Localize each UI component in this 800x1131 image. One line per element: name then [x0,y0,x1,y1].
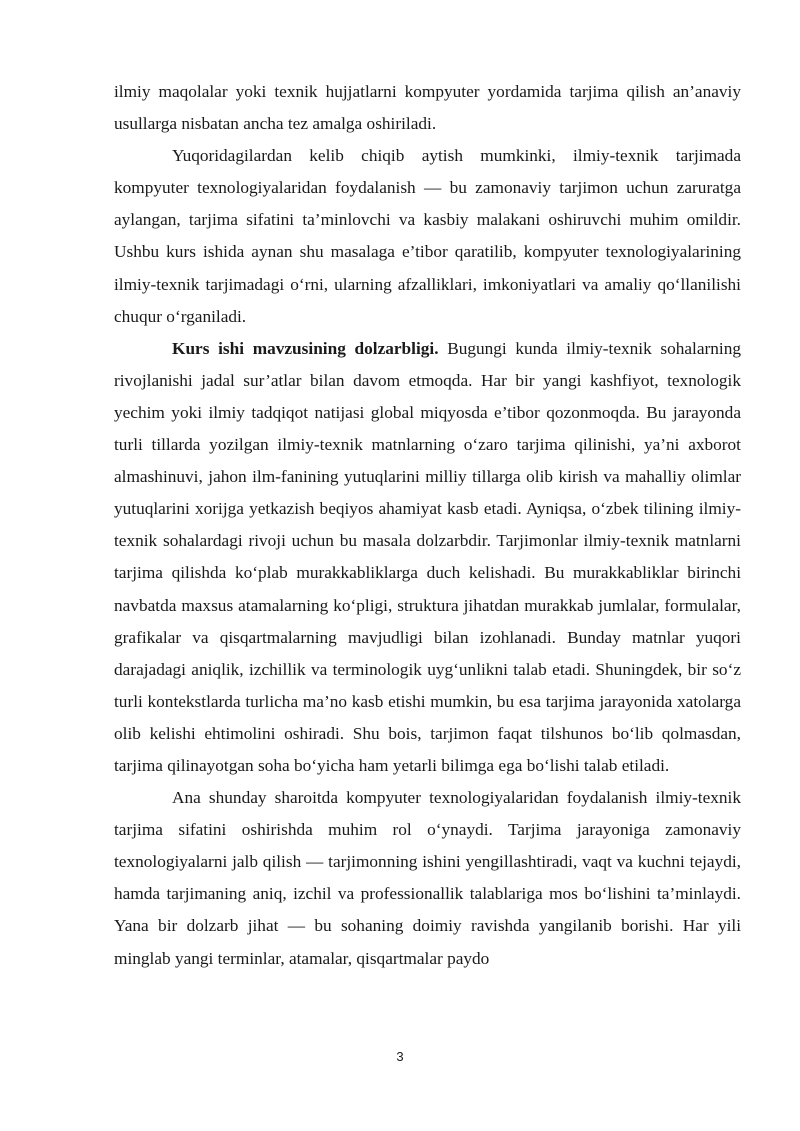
paragraph-text: Ana shunday sharoitda kompyuter texnologiyalaridan foydalanish ilmiy-texnik tarjima sifatini oshirishda muhim rol o‘ynaydi. Tarjima jarayoniga zamonaviy texnologiyalarni jalb qilish — tarjimonning ishini yengillashtiradi, vaqt va kuchni tejaydi, hamda tarjimaning aniq, izchil va professionallik talablariga mos bo‘lishini ta’minlaydi. Yana bir dolzarb jihat — bu sohaning doimiy ravishda yangilanib borishi. Har yili minglab yangi terminlar, atamalar, qisqartmalar paydo [114,788,741,968]
paragraph-text: Yuqoridagilardan kelib chiqib aytish mumkinki, ilmiy-texnik tarjimada kompyuter texnologiyalaridan foydalanish — bu zamonaviy tarjimon uchun zaruratga aylangan, tarjima sifatini ta’minlovchi va kasbiy malakani oshiruvchi muhim omildir. Ushbu kurs ishida aynan shu masalaga e’tibor qaratilib, kompyuter texnologiyalarining ilmiy-texnik tarjimadagi o‘rni, ularning afzalliklari, imkoniyatlari va amaliy qo‘llanilishi chuqur o‘rganiladi. [114,146,741,326]
paragraph-text: Bugungi kunda ilmiy-texnik sohalarning rivojlanishi jadal sur’atlar bilan davom etmoqda. Har bir yangi kashfiyot, texnologik yechim yoki ilmiy tadqiqot natijasi global miqyosda e’tibor qozonmoqda. Bu jarayonda turli tillarda yozilgan ilmiy-texnik matnlarning o‘zaro tarjima qilinishi, ya’ni axborot almashinuvi, jahon ilm-fanining yutuqlarini milliy tillarga olib kirish va mahalliy olimlar yutuqlarini xorijga yetkazish beqiyos ahamiyat kasb etadi. Ayniqsa, o‘zbek tilining ilmiy-texnik sohalardagi rivoji uchun bu masala dolzarbdir. Tarjimonlar ilmiy-texnik matnlarni tarjima qilishda ko‘plab murakkabliklarga duch kelishadi. Bu murakkabliklar birinchi navbatda maxsus atamalarning ko‘pligi, struktura jihatdan murakkab jumlalar, formulalar, grafikalar va qisqartmalarning mavjudligi bilan izohlanadi. Bunday matnlar yuqori darajadagi aniqlik, izchillik va terminologik uyg‘unlikni talab etadi. Shuningdek, bir so‘z turli kontekstlarda turlicha ma’no kasb etishi mumkin, bu esa tarjima jarayonida xatolarga olib kelishi ehtimolini oshiradi. Shu bois, tarjimon faqat tilshunos bo‘lib qolmasdan, tarjima qilinayotgan soha bo‘yicha ham yetarli bilimga ega bo‘lishi talab etiladi. [114,338,741,775]
paragraph-text: ilmiy maqolalar yoki texnik hujjatlarni kompyuter yordamida tarjima qilish an’anaviy usullarga nisbatan ancha tez amalga oshiriladi. [114,82,741,134]
paragraph-continuation [114,76,741,140]
paragraph-relevance [114,333,741,782]
paragraph-summary [114,140,741,333]
document-page [114,76,741,975]
page-number: 3 [396,1049,404,1064]
section-heading-inline: Kurs ishi mavzusining dolzarbligi. [172,338,439,358]
paragraph-technology-role [114,782,741,975]
